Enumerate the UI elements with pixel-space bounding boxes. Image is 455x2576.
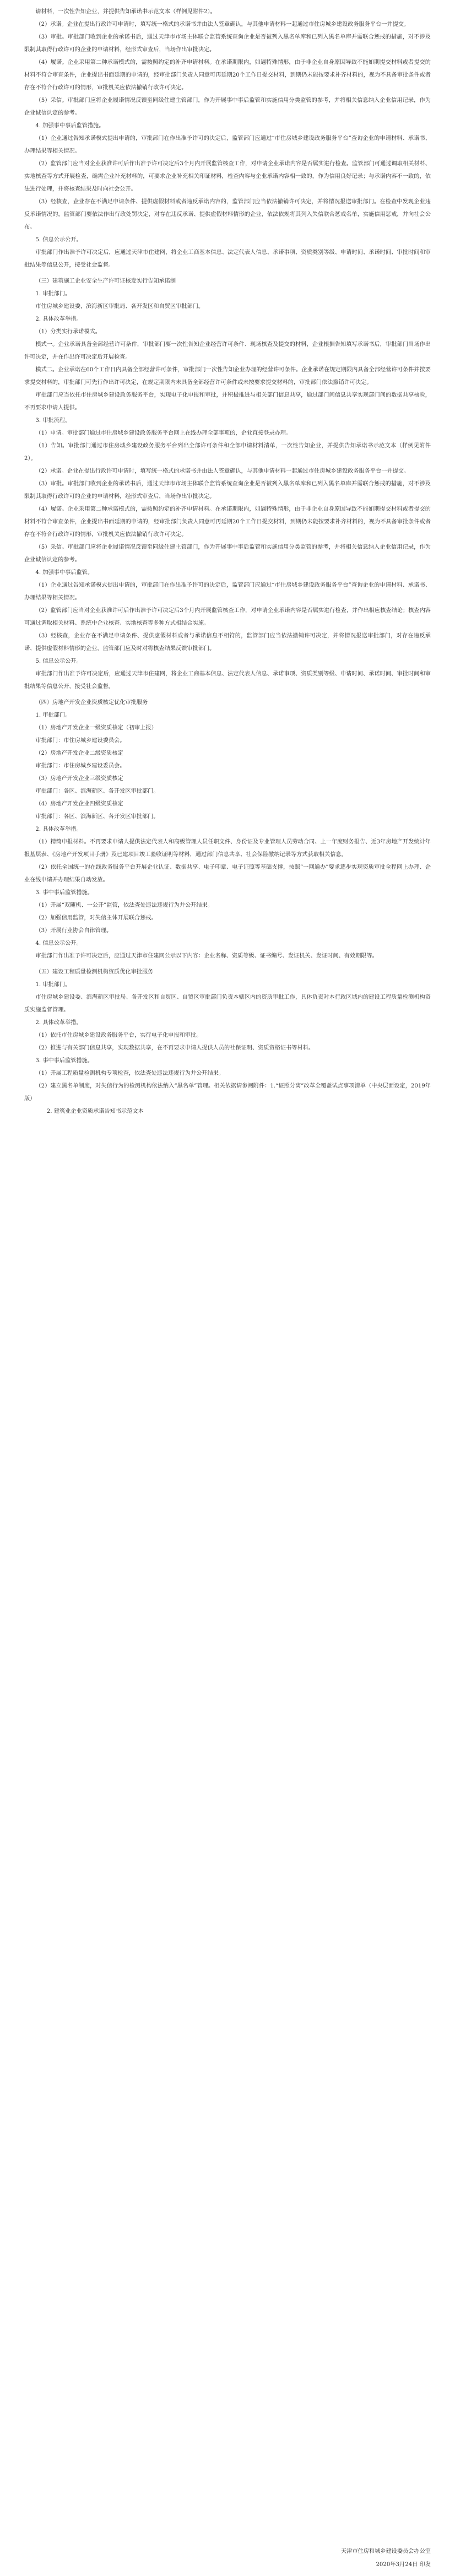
list-item: （2）建立黑名单制度，对失信行为的检测机构依法纳入“黑名单”管理。相关依据请参阅附件：1.“证照分离”改革全覆盖试点事项清单（中央层面设定，2019年版） (24, 1083, 431, 1102)
paragraph: 模式一。企业承诺具备全部经营许可条件，审批部门要一次性告知企业经营许可条件、现场核查及提交的材料，企业根据告知填写承诺书后，审批部门当场作出许可决定，并在作出许可决定后开展检查。 (24, 342, 431, 360)
list-item: （3）房地产开发企业三级资质核定 (35, 776, 123, 782)
paragraph: （3）经核查，企业存在不满足申请条件、提供虚假材料或者违反承诺内容的，监管部门应当依法撤销许可决定，并将情况报送审批部门。在检查中发现企业违反承诺情况的，监管部门要依法作出行政处罚决定，对存在违反承诺、提供虚假材料情形的企业，依法依规将其列入失信联合惩戒名单，实施信用惩戒，并向社会公布。 (24, 199, 431, 230)
subheading: 1. 审批部门。 (35, 712, 71, 718)
subheading: 4. 加强事中事后监管措施。 (35, 123, 105, 129)
subheading: 1. 审批部门。 (35, 291, 71, 297)
paragraph: 审批部门作出准予许可决定后，应通过天津市住建网公示以下内容：企业名称、资质等级、证书编号、发证机关、发证时间、有效期限等。 (35, 953, 378, 959)
section-heading: （五）建设工程质量检测机构资质优化审批服务 (35, 969, 154, 975)
list-item: （1）依托市住房城乡建设政务服务平台，实行电子化申报和审批。 (35, 1032, 202, 1038)
paragraph: （1）分类实行承诺模式。 (35, 329, 101, 335)
paragraph: （2）监管部门应当对企业获准许可后作出准予许可决定后3个月内开展监管核查工作，对申请企业承诺内容是否属实进行检查。监管部门可通过调取相关材料、实地核查等方式开展检查，确需企业补充材料的，可要求企业补充相关印证材料，检查内容与企业承诺内容相一致的，作为信用良好记录；与承诺内容不一致的，依法进行处理，并将核查结果及时向社会公开。 (24, 161, 431, 192)
subheading: 5. 信息公示公开。 (35, 658, 82, 664)
paragraph: 审批部门作出准予许可决定后，应通过天津市住建网，将企业工商基本信息、法定代表人信息、承诺事项、资质类别等级、申请时间、承诺时间、审批时间和审批结果等信息公开，接受社会监督。 (24, 671, 431, 690)
list-item: （4）房地产开发企业四级资质核定 (35, 801, 123, 807)
paragraph: （1）企业通过告知承诺模式提出申请的，审批部门在作出准予许可的决定后，监管部门应通过“市住房城乡建设政务服务平台”查询企业的申请材料、承诺书、办理结果等相关情况。 (24, 582, 431, 601)
issuing-office: 天津市住房和城乡建设委员会办公室 (341, 2548, 431, 2555)
paragraph: （4）履诺。企业采用第二种承诺模式的，需按照约定的补齐申请材料。在承诺期限内，如遇特殊情形，由于非企业自身原因导致不能如期提交材料或者提交的材料不符合审查条件，企业提出书面延期的申请的，经审批部门负责人同意可再延期20个工作日提交材料，到期仍未能按要求补齐材料的，视为不具备审批条件或者存在不符合行政许可的情形，审批机关应依法撤销行政许可决定。 (24, 506, 431, 538)
paragraph: （5）采信。审批部门应将企业履诺情况反馈至同级住建主管部门，作为开展事中事后监管和实施信用分类监管的参考，并将相关信息纳入企业信用记录，作为企业诚信认定的参考。 (24, 98, 431, 116)
attachment-item: 2. 建筑业企业资质承诺告知书示范文本 (46, 1108, 144, 1114)
paragraph: （2）承诺。企业在提出行政许可申请时，填写统一格式的承诺书并由法人签章确认，与其他申请材料一起通过市住房城乡建设政务服务平台一并提交。 (35, 21, 410, 28)
subheading: 3. 事中事后监管措施。 (35, 890, 94, 896)
section-heading: （四）房地产开发企业资质核定优化审批服务 (35, 700, 148, 706)
paragraph: （3）审批。审批部门收到企业的承诺书后，通过天津市市场主体联合监管系统查询企业是否被列入黑名单库和已列入黑名单库并需联合惩戒的措施，对不涉及限制其取得行政许可的企业的申请材料，经形式审查后，当场作出审批决定。 (24, 34, 431, 53)
paragraph: 请材料，一次性告知企业，并提供告知承诺书示范文本（样例见附件2）。 (35, 9, 216, 15)
paragraph: （1）精简申报材料。不再要求申请人提供法定代表人和高级管理人员任职文件、身份证及专业管理人员劳动合同、上一年度财务报告、近3年房地产开发统计年报基层表、《房地产开发项目手册》及已建项目竣工验收证明等材料，通过部门信息共享、社会保险缴纳记录等方式获取相关信息。 (24, 839, 431, 858)
subheading: 3. 审批流程。 (35, 418, 71, 424)
list-item: （1）开展工程质量检测机构专项检查，依法查处违法违规行为并公开结果。 (35, 1070, 225, 1076)
paragraph: （2）监管部门应当对企业获准许可后作出准予许可决定后3个月内开展监管核查工作，对申请企业承诺内容是否属实进行检查，并作出相应核查结论；核查内容可通过调取相关材料、系统中企业核查、实地核查等多种方式相结合实施。 (24, 608, 431, 626)
section-heading: （三）建筑施工企业安全生产许可证核发实行告知承诺制 (35, 278, 176, 284)
subheading: 3. 事中事后监管措施。 (35, 1058, 94, 1064)
paragraph: 市住房城乡建设委，滨海新区审批局、各开发区和自贸区审批部门。 (35, 304, 204, 310)
list-item: （2）推进与有关部门信息共享，实现数据共享，在不再要求申请人提供人员的社保证明、资质资格证书等材料。 (35, 1045, 315, 1051)
list-item: 审批部门：市住房城乡建设委员会。 (35, 763, 126, 769)
paragraph: （4）履诺。企业采用第二种承诺模式的，需按照约定的补齐申请材料。在承诺期限内，如遇特殊情形，由于非企业自身原因导致不能如期提交材料或者提交的材料不符合审查条件，企业提出书面延期的申请的，经审批部门负责人同意可再延期20个工作日提交材料，到期仍未能按要求补齐材料的，视为不具备审批条件或者存在不符合行政许可的情形，审批机关应依法撤销行政许可决定。 (24, 59, 431, 91)
subheading: 2. 具体改革举措。 (35, 1020, 82, 1026)
list-item: （2）加强信用监管，对失信主体开展联合惩戒。 (35, 915, 157, 921)
subheading: 2. 具体改革举措。 (35, 826, 82, 832)
paragraph: （2）依托全国统一的在线政务服务平台开展企业认证、数据共享、电子印章、电子证照等基础支撑，按照“一网通办”要求逐步实现资质审批全程网上办理、企业在线申请并办理结果自动发放。 (24, 864, 431, 883)
subheading: 5. 信息公示公开。 (35, 237, 82, 243)
paragraph: （1）申请。审批部门通过市住房城乡建设政务服务平台网上在线办理全部事项的，企业直接登录办理。 (35, 430, 292, 436)
subheading: 4. 信息公示公开。 (35, 940, 82, 946)
list-item: （1）开展“双随机、一公开”监管，依法查处违法违规行为并公开结果。 (35, 902, 213, 908)
subheading: 4. 加强事中事后监管。 (35, 570, 94, 576)
subheading: 1. 审批部门。 (35, 982, 71, 988)
paragraph: （3）审批。审批部门收到企业的承诺书后，通过天津市市场主体联合监管系统查询企业是否被列入黑名单库和已列入黑名单库并需联合惩戒的措施，对不涉及限制其取得行政许可的企业的申请材料，经形式审查后，当场作出审批决定。 (24, 481, 431, 500)
paragraph: （1）企业通过告知承诺模式提出申请的，审批部门在作出准予许可的决定后，监管部门应通过“市住房城乡建设政务服务平台”查询企业的申请材料、承诺书、办理结果等相关情况。 (24, 136, 431, 154)
paragraph: 审批部门应当依托市住房城乡建设政务服务平台，实现电子化申报和审批，并积极推进与相关部门信息共享，通过部门间信息共享实现部门间的数据共享核验，不再要求申请人提供。 (24, 392, 431, 411)
subheading: 2. 具体改革举措。 (35, 316, 82, 322)
list-item: 审批部门：各区、滨海新区、各开发区审批部门。 (35, 814, 159, 820)
list-item: 审批部门：市住房城乡建设委员会。 (35, 738, 126, 744)
list-item: （3）开展行业协会自律管理。 (35, 928, 112, 934)
issue-date: 2020年3月24日 印发 (376, 2562, 431, 2568)
paragraph: （5）采信。审批部门应将企业履诺情况反馈至同级住建主管部门，作为开展事中事后监管和实施信用分类监管的参考，并将相关信息纳入企业信用记录，作为企业诚信认定的参考。 (24, 544, 431, 563)
paragraph: （2）承诺。企业在提出行政许可申请时，填写统一格式的承诺书并由法人签章确认，与其他申请材料一起通过市住房城乡建设政务服务平台一并提交。 (35, 468, 410, 474)
paragraph: （3）经核查，企业存在不满足申请条件、提供虚假材料或者与承诺信息不相符的，监管部门应当依法撤销许可决定，并将情况报送审批部门，对存在违反承诺、提供虚假材料情形的企业，监管部门应及时对将核查结果反馈审批部门。 (24, 633, 431, 652)
paragraph: 市住房城乡建设委、滨海新区审批局、各开发区和自贸区、自贸区审批部门负责本辖区内的资质审批工作，具体负责对本行政区域内的建设工程质量检测机构资质实施监督管理。 (24, 994, 431, 1013)
paragraph: 模式二。企业承诺在60个工作日内具备全部经营许可条件，审批部门一次性告知企业办理的经营许可条件。企业承诺在规定期限内具备全部经营许可条件并按要求提交材料的，审批部门可先行作出许可决定，在规定期限内未具备全部经营许可条件或未按要求提交材料的，审批部门依法撤销许可决定。 (24, 367, 431, 386)
list-item: （2）房地产开发企业二级资质核定 (35, 750, 123, 756)
paragraph: （1）告知。审批部门通过市住房城乡建设政务服务平台列出全部许可条件和全部申请材料清单，一次性告知企业，并提供告知承诺书示范文本（样例见附件2）。 (24, 443, 431, 462)
list-item: （1）房地产开发企业一级资质核定（初审上报） (35, 725, 157, 731)
paragraph: 审批部门作出准予许可决定后，应通过天津市住建网，将企业工商基本信息、法定代表人信息、承诺事项、资质类别等级、申请时间、承诺时间、审批时间和审批结果等信息公开，接受社会监督。 (24, 250, 431, 268)
list-item: 审批部门：各区、滨海新区、各开发区审批部门。 (35, 788, 159, 794)
